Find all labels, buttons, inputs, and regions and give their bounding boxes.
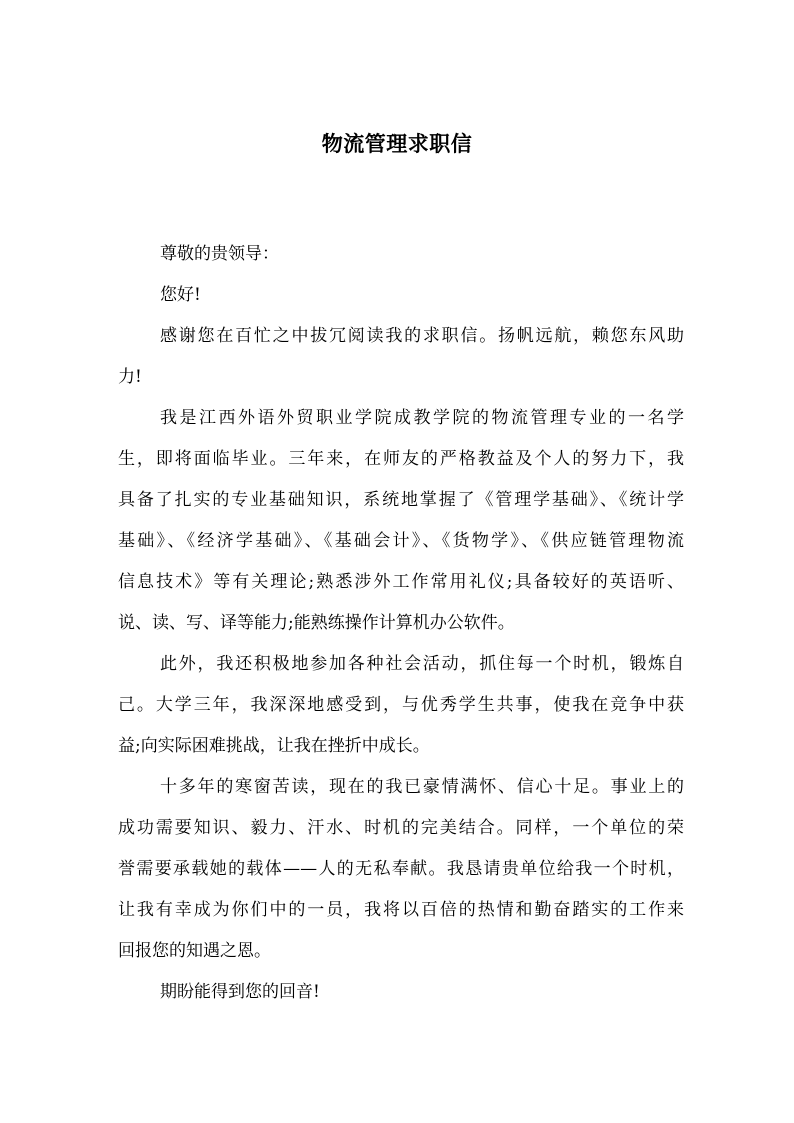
paragraph-line: 我是江西外语外贸职业学院成教学院的物流管理专业的一名学: [160, 408, 684, 428]
closing: 期盼能得到您的回音!: [160, 982, 320, 1002]
paragraph-line: 感谢您在百忙之中拔冗阅读我的求职信。扬帆远航，赖您东风助: [160, 326, 684, 346]
paragraph-line: 成功需要知识、毅力、汗水、时机的完美结合。同样，一个单位的荣: [118, 818, 684, 838]
paragraph-line: 力!: [118, 367, 142, 387]
paragraph-line: 十多年的寒窗苦读，现在的我已豪情满怀、信心十足。事业上的: [160, 777, 684, 797]
paragraph-line: 此外，我还积极地参加各种社会活动，抓住每一个时机，锻炼自: [160, 654, 684, 674]
paragraph-activities: [118, 644, 684, 767]
paragraph-line: 誉需要承载她的载体——人的无私奉献。我恳请贵单位给我一个时机，: [118, 859, 684, 879]
paragraph-line: 具备了扎实的专业基础知识，系统地掌握了《管理学基础》、《统计学: [118, 490, 684, 510]
paragraph-thanks: [118, 316, 684, 398]
paragraph-aspiration: [118, 767, 684, 972]
paragraph-line: 让我有幸成为你们中的一员，我将以百倍的热情和勤奋踏实的工作来: [118, 900, 684, 920]
paragraph-introduction: [118, 398, 684, 644]
letter-body: [118, 234, 684, 1013]
paragraph-line: 益;向实际困难挑战，让我在挫折中成长。: [118, 736, 430, 756]
paragraph-line: 生，即将面临毕业。三年来，在师友的严格教益及个人的努力下，我: [118, 449, 684, 469]
paragraph-line: 己。大学三年，我深深地感受到，与优秀学生共事，使我在竞争中获: [118, 695, 684, 715]
greeting: 您好!: [160, 285, 201, 305]
paragraph-line: 回报您的知遇之恩。: [118, 941, 271, 961]
salutation: 尊敬的贵领导：: [160, 244, 279, 264]
paragraph-line: 信息技术》等有关理论;熟悉涉外工作常用礼仪;具备较好的英语听、: [118, 572, 684, 592]
paragraph-line: 说、读、写、译等能力;能熟练操作计算机办公软件。: [118, 613, 515, 633]
paragraph-line: 基础》、《经济学基础》、《基础会计》、《货物学》、《供应链管理物流: [118, 531, 684, 551]
document-title: 物流管理求职信: [321, 131, 473, 156]
